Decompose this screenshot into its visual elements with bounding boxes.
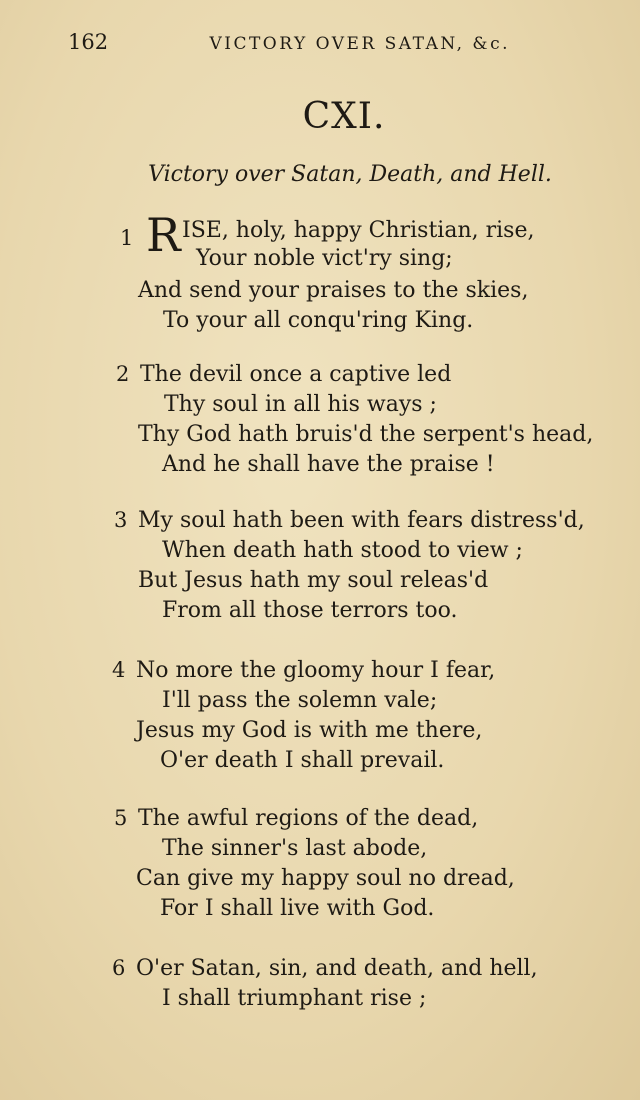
verse-line: To your all conqu'ring King. (163, 308, 474, 333)
stanza-number: 1 (120, 226, 134, 250)
stanza-number: 6 (112, 956, 126, 980)
stanza-number: 5 (114, 806, 128, 830)
stanza-number: 3 (114, 508, 128, 532)
verse-line: I shall triumphant rise ; (162, 986, 427, 1011)
verse-line: The devil once a captive led (140, 362, 452, 387)
hymn-title: Victory over Satan, Death, and Hell. (148, 162, 552, 187)
verse-line: When death hath stood to view ; (162, 538, 523, 563)
verse-line: I'll pass the solemn vale; (162, 688, 438, 713)
verse-line: Jesus my God is with me there, (136, 718, 483, 743)
verse-line: ISE, holy, happy Christian, rise, (182, 218, 535, 243)
stanza-number: 4 (112, 658, 126, 682)
verse-line: No more the gloomy hour I fear, (136, 658, 496, 683)
verse-line: The awful regions of the dead, (138, 806, 479, 831)
page-header (68, 30, 510, 60)
stanza-number: 2 (116, 362, 130, 386)
verse-line: Thy soul in all his ways ; (164, 392, 437, 417)
drop-cap: R (146, 208, 181, 262)
verse-line: O'er Satan, sin, and death, and hell, (136, 956, 538, 981)
verse-line: And send your praises to the skies, (138, 278, 529, 303)
running-head: VICTORY OVER SATAN, &c. (209, 34, 510, 54)
hymn-number: CXI. (302, 96, 386, 137)
verse-line: Can give my happy soul no dread, (136, 866, 515, 891)
verse-line: From all those terrors too. (162, 598, 458, 623)
verse-line: The sinner's last abode, (162, 836, 428, 861)
verse-line: And he shall have the praise ! (162, 452, 495, 477)
page-number: 162 (68, 30, 109, 54)
verse-line: My soul hath been with fears distress'd, (138, 508, 585, 533)
verse-line: Your noble vict'ry sing; (196, 246, 453, 271)
verse-line: Thy God hath bruis'd the serpent's head, (138, 422, 594, 447)
verse-line: For I shall live with God. (160, 896, 435, 921)
verse-line: O'er death I shall prevail. (160, 748, 445, 773)
verse-line: But Jesus hath my soul releas'd (138, 568, 489, 593)
